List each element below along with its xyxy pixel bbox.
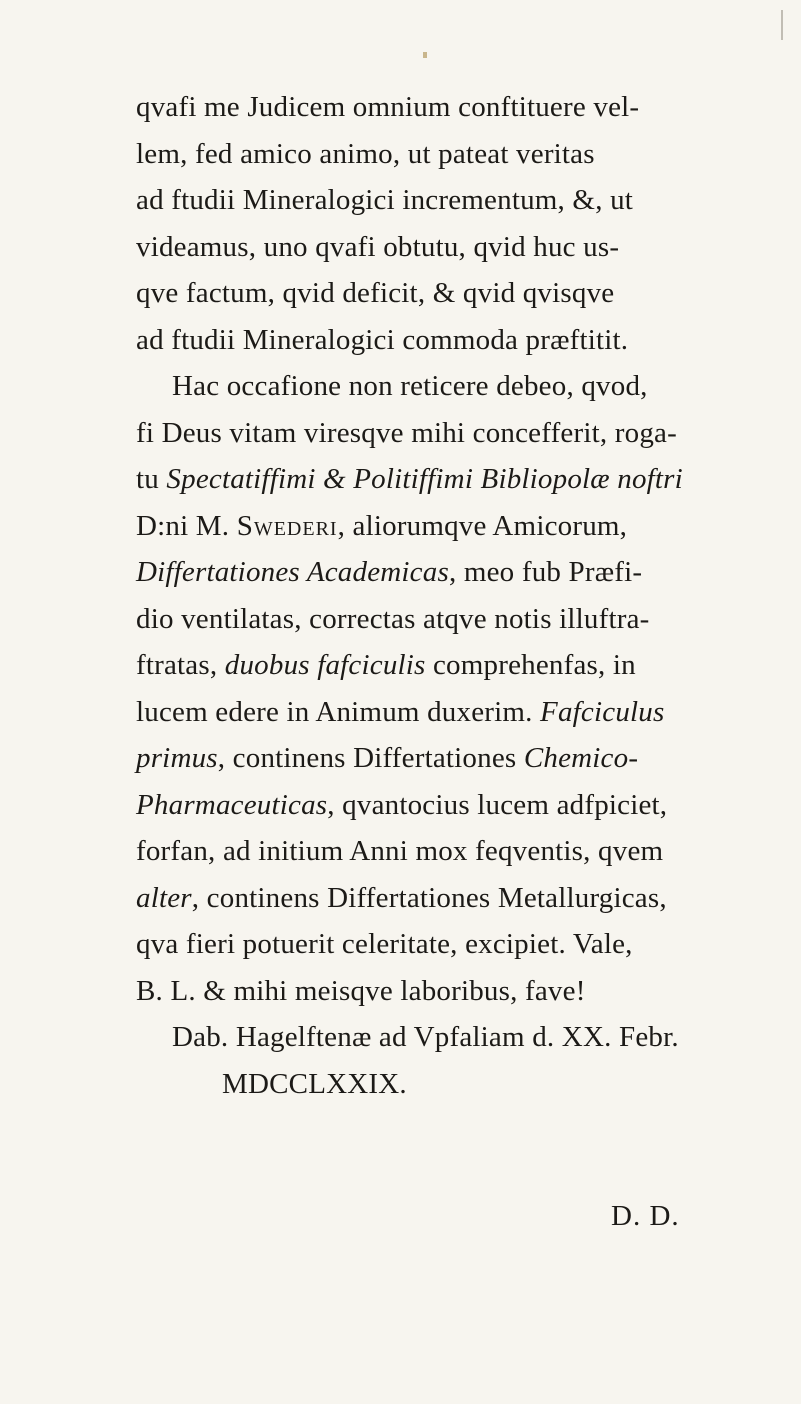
text-run: , meo fub Præfi- [448, 556, 643, 588]
text-run: tu [136, 463, 167, 495]
text-line: qve factum, qvid deficit, & qvid qvisqve [136, 277, 615, 309]
text-line [136, 642, 796, 689]
text-run: D:ni M. [136, 509, 237, 542]
text-line: ad ftudii Mineralogici commoda præftitit. [136, 323, 629, 356]
italic-run: Pharmaceuticas [136, 788, 328, 821]
text-line: videamus, uno qvafi obtutu, qvid huc us- [136, 230, 620, 263]
text-run: ftratas, [136, 649, 225, 681]
paragraph-start-line: Hac occafione non reticere debeo, qvod, [172, 370, 648, 402]
text-line [136, 549, 796, 596]
italic-run: Spectatiffimi & Politiffimi Bibliopolæ noftri [166, 463, 683, 495]
text-line [136, 782, 796, 829]
text-line: lem, fed amico animo, ut pateat veritas [136, 137, 595, 170]
text-line: qvafi me Judicem omnium conftituere vel- [136, 91, 640, 123]
text-run: lucem edere in Animum duxerim. [136, 695, 541, 728]
text-run: comprehenfas, in [425, 649, 636, 681]
dateline: Dab. Hagelftenæ ad Vpfaliam d. XX. Febr. [172, 1021, 679, 1053]
text-line: forfan, ad initium Anni mox feqventis, qvem [136, 835, 664, 867]
text-line: qva fieri potuerit celeritate, excipiet. Vale, [136, 928, 633, 960]
text-run: , qvantocius lucem adfpiciet, [327, 788, 668, 821]
small-caps-name: Swederi [236, 509, 338, 542]
italic-run: alter [136, 881, 192, 914]
italic-run: Fafciculus [540, 695, 665, 728]
text-line: ad ftudii Mineralogici incrementum, &, ut [136, 184, 634, 216]
text-line: fi Deus vitam viresqve mihi concefferit, roga- [136, 416, 677, 449]
ink-speck [423, 52, 427, 58]
italic-run: Differtationes Academicas [136, 556, 449, 588]
italic-run: duobus fafciculis [224, 649, 426, 681]
text-line [136, 735, 796, 782]
italic-run: primus [136, 742, 218, 774]
text-line: B. L. & mihi meisqve laboribus, fave! [136, 974, 586, 1007]
text-run: , aliorumqve Amicorum, [337, 509, 628, 542]
text-line [136, 689, 796, 736]
text-run: , continens Differtationes Metallurgicas, [191, 881, 667, 914]
text-line: dio ventilatas, correctas atqve notis illuftra- [136, 602, 650, 635]
text-line [136, 503, 796, 550]
signature: D. D. [611, 1200, 680, 1232]
text-line [136, 456, 796, 503]
year-line: MDCCLXXIX. [222, 1067, 407, 1100]
text-line [136, 875, 796, 922]
page-edge-mark [781, 10, 783, 40]
italic-run: Chemico- [523, 742, 639, 774]
body-text [136, 84, 796, 1107]
text-run: , continens Differtationes [217, 742, 524, 774]
